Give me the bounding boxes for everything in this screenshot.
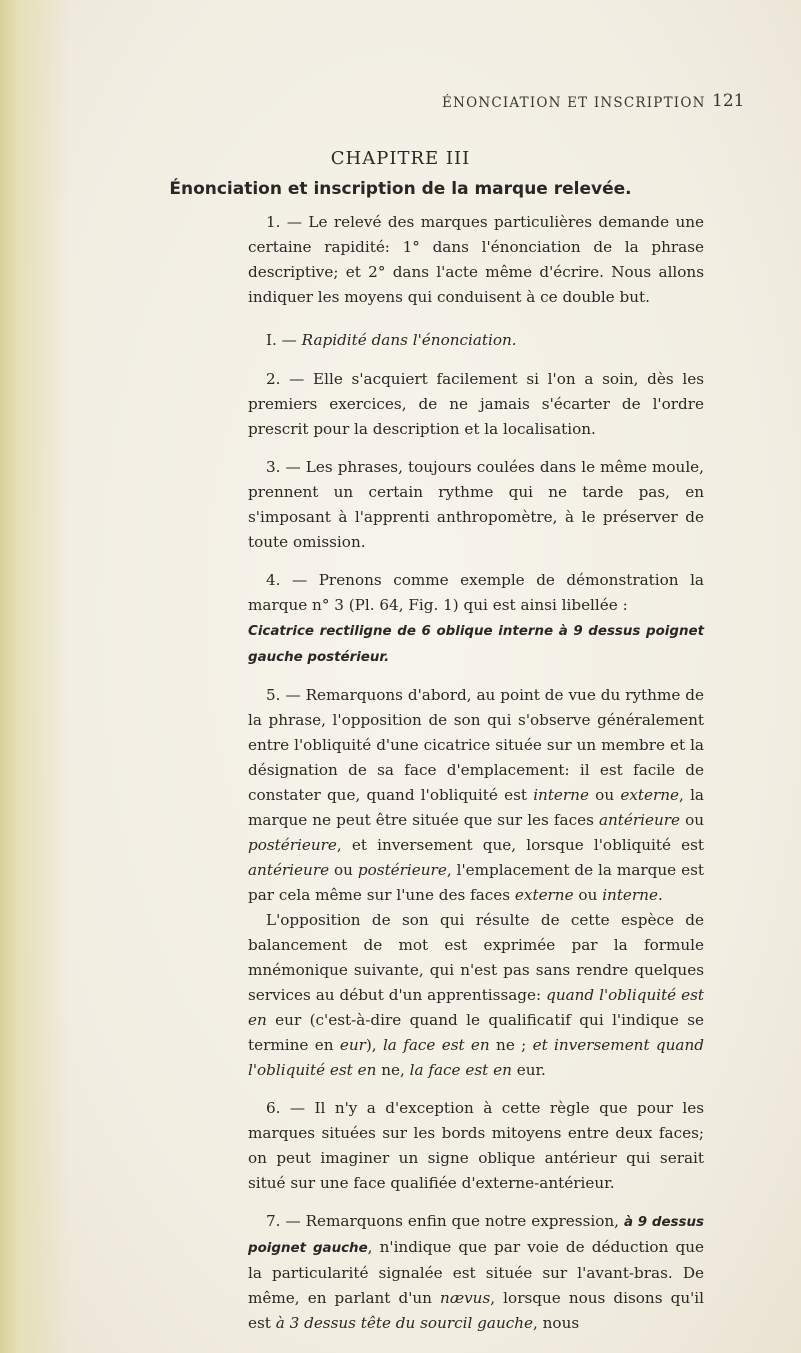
p5b-italic-2: eur xyxy=(339,1036,366,1054)
p5-text-e: , et inversement que, lorsque l'obliquité est xyxy=(336,836,704,854)
p5-anterieure-1: antérieure xyxy=(598,811,680,829)
p7-text-d: , nous xyxy=(533,1314,580,1332)
p7-bold-italic: à 9 dessus poignet gauche xyxy=(248,1215,704,1256)
page-edge-shadow xyxy=(0,0,70,1353)
p5b-text-a: L'opposition de son qui résulte de cette espèce de balancement de mot est exprimée par la formule mnémonique suivante, qui n'est pas sans rendre quelques services au début d'un apprentissage: xyxy=(248,911,704,1004)
p5b-italic-3: la face est en xyxy=(382,1036,490,1054)
p7-italic-1: nævus xyxy=(440,1289,491,1307)
paragraph-1: 1. — Le relevé des marques particulières demande une certaine rapidité: 1° dans l'énonciation de la phrase descriptive; et 2° dans l'acte même d'écrire. Nous allons indiquer les moyens qui conduisent à ce double but. xyxy=(248,213,704,306)
body-text xyxy=(248,210,704,1336)
p5-externe-2: externe xyxy=(514,886,574,904)
p5-posterieure-1: postérieure xyxy=(248,836,337,854)
page-number: 121 xyxy=(712,91,745,111)
section-heading xyxy=(248,328,704,353)
paragraph-5b xyxy=(248,908,704,1083)
section-heading-text: Rapidité dans l'énonciation. xyxy=(301,331,517,349)
p5-text-a: 5. — Remarquons d'abord, au point de vue du rythme de la phrase, l'opposition de son qui s'observe généralement entre l'obliquité d'une cicatrice située sur un membre et la désignation de sa face d'emplacement: il est facile de constater que, quand l'obliquité est xyxy=(248,686,704,804)
example-marque: Cicatrice rectiligne de 6 oblique interne à 9 dessus poignet gauche postérieur. xyxy=(248,624,704,665)
paragraph-6: 6. — Il n'y a d'exception à cette règle que pour les marques situées sur les bords mitoyens entre deux faces; on peut imaginer un signe oblique antérieur qui serait situé sur une face qualifiée d'externe-antérieur. xyxy=(248,1099,704,1192)
p5b-italic-1: quand l'obliquité est en xyxy=(248,986,705,1029)
p5b-text-b: eur (c'est-à-dire quand le qualificatif qui l'indique se termine en xyxy=(248,1011,704,1054)
paragraph-2: 2. — Elle s'acquiert facilement si l'on a soin, dès les premiers exercices, de ne jamais s'écarter de l'ordre prescrit pour la description et la localisation. xyxy=(248,370,704,438)
paragraph-3: 3. — Les phrases, toujours coulées dans le même moule, prennent un certain rythme qui ne tarde pas, en s'imposant à l'apprenti anthropomètre, à le préserver de toute omission. xyxy=(248,458,704,551)
p5b-text-c: ), xyxy=(365,1036,383,1054)
p5b-italic-4: et inversement quand l'obliquité est en xyxy=(248,1036,704,1079)
p5-text-i: . xyxy=(657,886,663,904)
p5-text-g: , l'emplacement de la marque est par cela même sur l'une des faces xyxy=(248,861,704,904)
chapter-label: CHAPITRE III xyxy=(330,148,471,169)
p5-interne-1: interne xyxy=(533,786,589,804)
p7-italic-2: à 3 dessus tête du sourcil gauche xyxy=(275,1314,533,1332)
paragraph-7 xyxy=(248,1209,704,1336)
section-heading-number: I. — xyxy=(266,331,302,349)
p5-text-f: ou xyxy=(329,861,358,879)
p5b-text-e: ne, xyxy=(376,1061,410,1079)
p5-text-h: ou xyxy=(573,886,603,904)
p5-externe-1: externe xyxy=(620,786,680,804)
paragraph-4: 4. — Prenons comme exemple de démonstration la marque n° 3 (Pl. 64, Fig. 1) qui est ainsi libellée : xyxy=(248,571,704,614)
chapter-title: Énonciation et inscription de la marque relevée. xyxy=(169,179,632,199)
p7-text-a: 7. — Remarquons enfin que notre expression, xyxy=(266,1212,624,1230)
p5b-italic-5: la face est en xyxy=(409,1061,512,1079)
p7-text-c: , lorsque nous disons qu'il est xyxy=(248,1289,704,1332)
p5-text-c: , la marque ne peut être située que sur les faces xyxy=(248,786,704,829)
paragraph-4-example xyxy=(248,618,704,670)
paragraph-5 xyxy=(248,683,704,908)
running-head: ÉNONCIATION ET INSCRIPTION xyxy=(442,95,706,111)
p5-posterieure-2: postérieure xyxy=(357,861,447,879)
p5-anterieure-2: antérieure xyxy=(248,861,330,879)
p5b-text-f: eur. xyxy=(511,1061,546,1079)
p7-text-b: , n'indique que par voie de déduction que la particularité signalée est située sur l'avant-bras. De même, en parlant d'un xyxy=(248,1238,704,1307)
p5-text-b: ou xyxy=(588,786,621,804)
p5b-text-d: ne ; xyxy=(489,1036,533,1054)
p5-text-d: ou xyxy=(680,811,704,829)
p5-interne-2: interne xyxy=(602,886,658,904)
